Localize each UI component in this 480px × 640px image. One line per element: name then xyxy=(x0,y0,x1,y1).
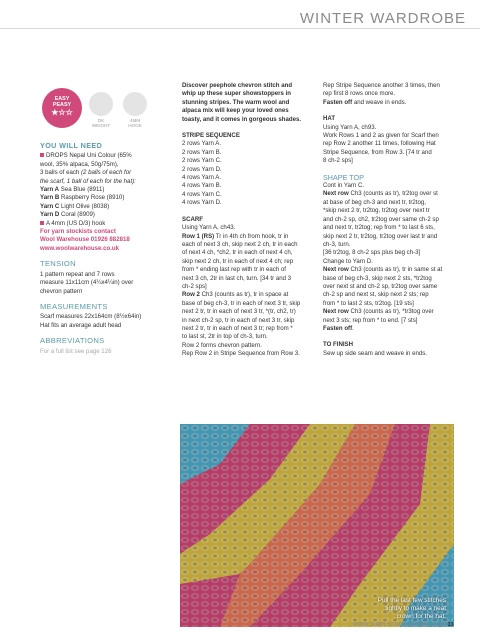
shape-top-heading: SHAPE TOP xyxy=(323,172,364,182)
fasten-off-final: Fasten off. xyxy=(323,324,354,332)
row2-line-3: next 2 tr, tr in each of next 3 tr, *(tr, ch2, tr) xyxy=(182,308,296,316)
intro-line-4: alpaca mix will keep your loved ones xyxy=(182,107,289,115)
abbreviations-heading: ABBREVIATIONS xyxy=(40,336,105,346)
you-will-need-heading: YOU WILL NEED xyxy=(40,141,103,150)
section-title: WINTER WARDROBE xyxy=(299,10,466,27)
row2-line-4: in next ch-2 sp, tr in each of next 3 tr, skip xyxy=(182,316,295,324)
hat-line-2: Work Rows 1 and 2 as given for Scarf then xyxy=(323,132,439,140)
caption-line-3: crown for the hat. xyxy=(396,613,446,620)
intro-line-5: toasty, and it comes in gorgeous shades. xyxy=(182,115,302,123)
caption-line-2: tightly to make a neat xyxy=(385,605,446,612)
easy-label: EASY xyxy=(54,96,70,102)
to-finish-text: Sew up side seam and weave in ends. xyxy=(323,349,427,357)
row2-line-7: Row 2 forms chevron pattern. xyxy=(182,341,262,349)
peasy-label: PEASY xyxy=(52,102,72,108)
repeat-line-1: Rep Stripe Sequence another 3 times, then xyxy=(323,82,440,89)
row1-line-1: Row 1 (RS) Tr in 4th ch from hook, tr in xyxy=(182,232,289,240)
hook-line1: 4MM xyxy=(129,118,141,123)
hat-line-3: rep Row 2 another 11 times, following Hat xyxy=(323,140,436,148)
next-row-c-line-1: Next row Ch3 (counts as tr), *tr3tog over xyxy=(323,308,434,316)
page-footer xyxy=(353,622,454,628)
row1-line-2: each of next 3 ch, skip next 2 ch, tr in each xyxy=(182,240,298,248)
repeat-line-2: rep first 8 rows once more. xyxy=(323,90,396,98)
tension-text-2: measure 11x11cm (4¼x4¼in) over xyxy=(40,279,134,287)
stripe-1: 2 rows Yarn A. xyxy=(182,140,222,148)
stripe-8: 4 rows Yarn D. xyxy=(182,199,222,207)
next-row-b-line-2: base of beg ch-3, skip next 2 sts, *tr2tog xyxy=(323,274,432,282)
hook-icon xyxy=(123,92,147,116)
next-row-b-line-1: Next row Ch3 (counts as tr), tr in same st at xyxy=(323,266,443,274)
yarn-a: Yarn A Sea Blue (8911) xyxy=(40,186,105,194)
row1-line-4: skip next 2 ch, tr in each of next 4 ch; rep xyxy=(182,257,294,265)
next-row-a-line-8: [36 tr2tog, 8 ch-2 sps plus beg ch-3] xyxy=(323,249,421,257)
next-row-a-line-2: at base of beg ch-3 and next tr, tr2tog, xyxy=(323,198,426,206)
scarf-intro: Using Yarn A, ch43. xyxy=(182,224,236,232)
easy-peasy-badge xyxy=(42,88,82,128)
tension-text-1: 1 pattern repeat and 7 rows xyxy=(40,270,115,278)
weight-label xyxy=(86,118,116,129)
measurements-text-2: Hat fits an average adult head xyxy=(40,321,122,329)
yarn-b: Yarn B Raspberry Rose (8910) xyxy=(40,194,125,202)
stripe-3: 2 rows Yarn C. xyxy=(182,157,222,165)
measurements-heading: MEASUREMENTS xyxy=(40,301,108,311)
next-row-a-line-4: and ch-2 sp, ch2, tr2tog over same ch-2 sp xyxy=(323,215,439,223)
footer-url[interactable]: WWW.SIMPLYCROCHETMAG.COM xyxy=(353,622,446,628)
intro-line-1: Discover peephole chevron stitch and xyxy=(182,82,293,89)
yarn-line-1: DROPS Nepal Uni Colour (65% xyxy=(40,152,168,160)
next-row-a-line-1: Next row Ch3 (counts as tr), tr2tog over st xyxy=(323,190,438,198)
caption-line-1: Pull the last few stitches xyxy=(377,597,446,604)
hat-line-1: Using Yarn A, ch93. xyxy=(323,123,377,131)
row2-line-2: base of beg ch-3, tr in each of next 3 tr, skip xyxy=(182,299,301,307)
row1-line-3: of next 4 ch, *ch2, tr in each of next 4 ch, xyxy=(182,249,293,257)
to-finish-heading: TO FINISH xyxy=(323,341,354,349)
next-row-a-line-9: Change to Yarn D. xyxy=(323,257,373,265)
stripe-5: 4 rows Yarn A. xyxy=(182,174,222,182)
next-row-b-line-5: from * to last 2 sts, tr2tog. [19 sts] xyxy=(323,299,414,307)
shape-intro: Cont in Yarn C. xyxy=(323,182,365,190)
next-row-a-line-7: ch-3, turn. xyxy=(323,240,351,248)
row1-line-7: ch-2 sps] xyxy=(182,282,207,290)
weight-line2: WEIGHT xyxy=(91,123,111,129)
stockists-line-1: For yarn stockists contact xyxy=(40,228,116,236)
abbreviations-text: For a full list see page 126 xyxy=(40,347,112,355)
yarn-weight-icon xyxy=(89,92,113,116)
bullet-icon xyxy=(40,221,44,225)
stripe-sequence-heading: STRIPE SEQUENCE xyxy=(182,132,240,140)
yarn-line-4: the scarf, 1 ball of each for the hat): xyxy=(40,177,136,185)
yarn-c: Yarn C Light Olive (8038) xyxy=(40,202,110,210)
hook-line: A 4mm (US D/3) hook xyxy=(40,220,168,228)
stripe-7: 4 rows Yarn C. xyxy=(182,190,222,198)
fasten-off-line: Fasten off and weave in ends. xyxy=(323,98,407,106)
row1-line-5: from * ending last rep with tr in each of xyxy=(182,266,286,274)
materials-column xyxy=(40,142,168,356)
hat-column xyxy=(323,82,453,358)
row2-line-1: Row 2 Ch3 (counts as tr), tr in space at xyxy=(182,291,289,299)
measurements-text-1: Scarf measures 22x164cm (8½x64in) xyxy=(40,313,142,321)
photo-caption xyxy=(378,597,446,621)
row1-line-6: next 3 ch, 2tr in last ch, turn. [34 tr and 3 xyxy=(182,274,292,282)
stripe-2: 2 rows Yarn B. xyxy=(182,148,222,156)
next-row-b-line-3: over next st and ch-2 sp, tr2tog over same xyxy=(323,282,438,290)
crochet-hat-photo xyxy=(180,424,454,627)
page-number: 33 xyxy=(447,622,454,628)
row2-line-5: next 2 tr, tr in each of next 3 tr; rep from * xyxy=(182,324,293,332)
intro-line-3: stunning stripes. The warm wool and xyxy=(182,98,290,106)
next-row-a-line-6: skip next 2 tr, tr2tog, tr2tog over last tr and xyxy=(323,232,438,240)
tension-text-3: chevron pattern xyxy=(40,287,83,295)
next-row-a-line-5: and next tr, tr2tog; rep from * to last 6 sts, xyxy=(323,224,435,232)
hat-line-5: 8 ch-2 sps] xyxy=(323,157,353,165)
stripe-4: 2 rows Yarn D. xyxy=(182,165,222,173)
bullet-icon xyxy=(40,153,44,157)
scarf-heading: SCARF xyxy=(182,215,203,223)
next-row-a-line-3: *skip next 2 tr, tr2tog, tr2tog over next tr xyxy=(323,207,430,215)
yarn-d: Yarn D Coral (8909) xyxy=(40,211,95,219)
hat-line-4: Stripe Sequence, from Row 3. [74 tr and xyxy=(323,148,432,156)
tension-heading: TENSION xyxy=(40,259,76,269)
row2-line-8: Rep Row 2 in Stripe Sequence from Row 3. xyxy=(182,350,300,358)
weight-line1: DK xyxy=(97,118,105,123)
hook-line2: HOOK xyxy=(128,123,142,129)
hook-label xyxy=(120,118,150,129)
intro-line-2: whip up these super showstoppers in xyxy=(182,90,292,98)
stripe-6: 4 rows Yarn B. xyxy=(182,182,222,190)
hat-heading: HAT xyxy=(323,115,336,123)
next-row-b-line-4: ch-2 sp and next st, skip next 2 sts; rep xyxy=(323,291,429,299)
row2-line-6: to last st, 2tr in top of ch-3, turn. xyxy=(182,333,268,341)
difficulty-badges xyxy=(42,88,166,136)
scarf-column xyxy=(182,82,312,359)
yarn-line-2: wool, 35% alpaca, 50g/75m), xyxy=(40,160,119,168)
difficulty-stars: ★☆☆ xyxy=(51,108,73,117)
yarn-line-3: 3 balls of each (2 balls of each for xyxy=(40,169,132,177)
next-row-c-line-2: next 3 sts; rep from * to end. [7 sts] xyxy=(323,316,418,324)
stockists-line-2: Wool Warehouse 01926 882818 xyxy=(40,236,130,244)
header-divider xyxy=(0,28,480,29)
stockists-link[interactable]: www.woolwarehouse.co.uk xyxy=(40,244,120,252)
